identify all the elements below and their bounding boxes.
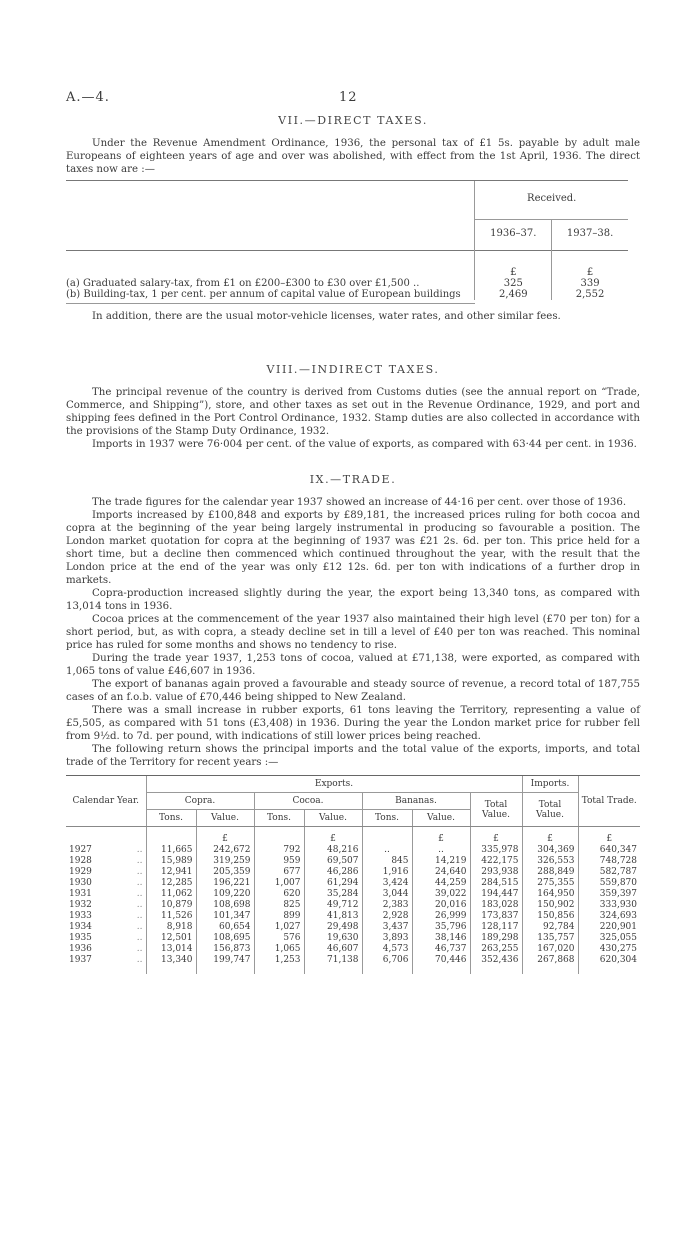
cell-copra-tons: 12,501 <box>146 933 196 944</box>
cell-cocoa-tons: 677 <box>254 867 304 878</box>
leader-dots: .. <box>136 877 143 888</box>
year-cell <box>66 867 146 878</box>
cell-copra-value: 319,259 <box>196 856 254 867</box>
table-row <box>66 878 640 889</box>
year-header-1937-38: 1937–38. <box>552 220 628 251</box>
received-header: Received. <box>475 181 628 220</box>
trade-paragraph: The export of bananas again proved a favourable and steady source of revenue, a record total of 187,755 cases of an f.o.b. value of £70,446 being shipped to New Zealand. <box>66 679 640 703</box>
cell-imports-total: 288,849 <box>522 867 578 878</box>
cell-copra-value: 109,220 <box>196 889 254 900</box>
cell-total-trade: 620,304 <box>578 955 640 966</box>
cell-exports-total: 183,028 <box>470 900 522 911</box>
year-label: 1931 <box>69 888 92 899</box>
direct-taxes-intro: Under the Revenue Amendment Ordinance, 1936, the personal tax of £1 5s. payable by adult male Europeans of eighteen years of age and over was abolished, with effect from the 1st April, 1936. The direct taxes now are :— <box>66 138 640 175</box>
cell-banana-value: 14,219 <box>412 856 470 867</box>
cell-total-trade: 220,901 <box>578 922 640 933</box>
col-header-calendar-year: Calendar Year. <box>66 776 146 827</box>
trade-paragraph: Imports increased by £100,848 and exports by £89,181, the increased prices ruling for both cocoa and copra at the beginning of the year being largely instrumental in producing so favourable a position. The London market quotation for copra at the beginning of 1937 was £21 2s. 6d. per ton. This price held for a short time, but a decline then commenced which continued throughout the year, with the result that the London price at the end of the year was only £12 12s. 6d. per ton with indications of a further drop in markets. <box>66 510 640 586</box>
cell-copra-value: 205,359 <box>196 867 254 878</box>
cell-banana-tons: 3,893 <box>362 933 412 944</box>
cell-banana-value: 39,022 <box>412 889 470 900</box>
tax-value-1937-38: 339 <box>552 278 628 289</box>
cell-banana-tons: 4,573 <box>362 944 412 955</box>
cell-total-trade: 430,275 <box>578 944 640 955</box>
cell-banana-tons: 6,706 <box>362 955 412 966</box>
cell-banana-value: 24,640 <box>412 867 470 878</box>
unit-symbol: £ <box>304 827 362 845</box>
cell-cocoa-value: 29,498 <box>304 922 362 933</box>
cell-copra-tons: 12,285 <box>146 878 196 889</box>
cell-total-trade: 582,787 <box>578 867 640 878</box>
cell-total-trade: 333,930 <box>578 900 640 911</box>
cell-banana-value: 70,446 <box>412 955 470 966</box>
col-header-exports: Exports. <box>146 776 522 793</box>
leader-dots: .. <box>136 844 143 855</box>
section-heading-trade: IX.—TRADE. <box>309 473 397 486</box>
cell-imports-total: 304,369 <box>522 845 578 856</box>
section-heading-direct-taxes: VII.—DIRECT TAXES. <box>278 114 428 127</box>
cell-copra-value: 60,654 <box>196 922 254 933</box>
cell-banana-value: .. <box>412 845 470 856</box>
col-header-exports-total-value: Total Value. <box>470 793 522 827</box>
cell-banana-tons: 3,044 <box>362 889 412 900</box>
col-header-value: Value. <box>196 810 254 827</box>
table-row <box>66 944 640 955</box>
cell-copra-tons: 11,526 <box>146 911 196 922</box>
cell-total-trade: 325,055 <box>578 933 640 944</box>
cell-banana-tons: 2,383 <box>362 900 412 911</box>
cell-banana-tons: 3,437 <box>362 922 412 933</box>
col-header-tons: Tons. <box>254 810 304 827</box>
cell-cocoa-tons: 576 <box>254 933 304 944</box>
cell-total-trade: 748,728 <box>578 856 640 867</box>
cell-banana-tons: 2,928 <box>362 911 412 922</box>
col-header-copra: Copra. <box>146 793 254 810</box>
col-header-tons: Tons. <box>146 810 196 827</box>
year-header-1936-37: 1936–37. <box>475 220 552 251</box>
cell-cocoa-value: 19,630 <box>304 933 362 944</box>
cell-cocoa-tons: 1,253 <box>254 955 304 966</box>
col-header-value: Value. <box>412 810 470 827</box>
leader-dots: .. <box>136 932 143 943</box>
cell-cocoa-value: 41,813 <box>304 911 362 922</box>
year-label: 1929 <box>69 866 92 877</box>
cell-imports-total: 164,950 <box>522 889 578 900</box>
col-header-total-trade: Total Trade. <box>578 776 640 827</box>
cell-cocoa-value: 61,294 <box>304 878 362 889</box>
unit-symbol: £ <box>578 827 640 845</box>
year-cell <box>66 889 146 900</box>
indirect-taxes-paragraph: Imports in 1937 were 76·004 per cent. of the value of exports, as compared with 63·44 per cent. in 1936. <box>92 439 637 450</box>
col-header-bananas: Bananas. <box>362 793 470 810</box>
cell-exports-total: 194,447 <box>470 889 522 900</box>
cell-copra-value: 156,873 <box>196 944 254 955</box>
cell-cocoa-value: 46,607 <box>304 944 362 955</box>
year-label: 1936 <box>69 943 92 954</box>
cell-copra-value: 199,747 <box>196 955 254 966</box>
leader-dots: .. <box>136 866 143 877</box>
table-row <box>66 955 640 966</box>
trade-paragraph: Copra-production increased slightly during the year, the export being 13,340 tons, as compared with 13,014 tons in 1936. <box>66 588 640 612</box>
cell-exports-total: 352,436 <box>470 955 522 966</box>
cell-copra-tons: 10,879 <box>146 900 196 911</box>
cell-exports-total: 128,117 <box>470 922 522 933</box>
cell-banana-value: 44,259 <box>412 878 470 889</box>
cell-imports-total: 267,868 <box>522 955 578 966</box>
indirect-taxes-paragraph: The principal revenue of the country is derived from Customs duties (see the annual report on “Trade, Commerce, and Shipping”), store, and other taxes as set out in the Revenue Ordinance, 1929, and port and shipping fees defined in the Port Control Ordinance, 1932. Stamp duties are also collected in accordance with the provisions of the Stamp Duty Ordinance, 1932. <box>66 387 640 437</box>
cell-total-trade: 359,397 <box>578 889 640 900</box>
tax-value-1936-37: 2,469 <box>475 289 552 300</box>
cell-banana-tons: 845 <box>362 856 412 867</box>
cell-cocoa-tons: 792 <box>254 845 304 856</box>
table-row <box>66 933 640 944</box>
cell-cocoa-tons: 959 <box>254 856 304 867</box>
col-header-value: Value. <box>304 810 362 827</box>
tax-row-label: (a) Graduated salary-tax, from £1 on £200–£300 to £30 over £1,500 .. <box>66 278 420 289</box>
cell-copra-tons: 12,941 <box>146 867 196 878</box>
year-cell <box>66 845 146 856</box>
cell-imports-total: 135,757 <box>522 933 578 944</box>
cell-imports-total: 275,355 <box>522 878 578 889</box>
cell-imports-total: 150,902 <box>522 900 578 911</box>
cell-cocoa-tons: 1,027 <box>254 922 304 933</box>
year-label: 1932 <box>69 899 92 910</box>
year-label: 1934 <box>69 921 92 932</box>
cell-banana-tons: 3,424 <box>362 878 412 889</box>
tax-value-1937-38: 2,552 <box>552 289 628 300</box>
trade-paragraph: The trade figures for the calendar year 1937 showed an increase of 44·16 per cent. over those of 1936. <box>92 497 627 508</box>
year-cell <box>66 911 146 922</box>
trade-table <box>66 775 640 974</box>
cell-cocoa-value: 46,286 <box>304 867 362 878</box>
document-page <box>66 90 640 974</box>
trade-paragraph: During the trade year 1937, 1,253 tons of cocoa, valued at £71,138, were exported, as compared with 1,065 tons of value £46,607 in 1936. <box>66 653 640 677</box>
unit-symbol: £ <box>552 251 628 279</box>
col-header-cocoa: Cocoa. <box>254 793 362 810</box>
unit-symbol: £ <box>475 251 552 279</box>
page-header <box>66 90 640 112</box>
tax-value-1936-37: 325 <box>475 278 552 289</box>
cell-banana-value: 26,999 <box>412 911 470 922</box>
col-header-imports: Imports. <box>522 776 578 793</box>
cell-total-trade: 324,693 <box>578 911 640 922</box>
cell-banana-tons: .. <box>362 845 412 856</box>
table-row <box>66 845 640 856</box>
year-label: 1930 <box>69 877 92 888</box>
direct-taxes-table <box>66 180 628 304</box>
cell-cocoa-tons: 825 <box>254 900 304 911</box>
cell-cocoa-tons: 1,007 <box>254 878 304 889</box>
cell-imports-total: 92,784 <box>522 922 578 933</box>
cell-exports-total: 293,938 <box>470 867 522 878</box>
cell-copra-tons: 11,062 <box>146 889 196 900</box>
year-label: 1933 <box>69 910 92 921</box>
cell-exports-total: 189,298 <box>470 933 522 944</box>
direct-taxes-addition: In addition, there are the usual motor-vehicle licenses, water rates, and other similar fees. <box>92 311 561 322</box>
cell-copra-value: 101,347 <box>196 911 254 922</box>
unit-symbol: £ <box>412 827 470 845</box>
cell-total-trade: 640,347 <box>578 845 640 856</box>
cell-exports-total: 173,837 <box>470 911 522 922</box>
year-cell <box>66 933 146 944</box>
cell-copra-tons: 13,340 <box>146 955 196 966</box>
cell-imports-total: 326,553 <box>522 856 578 867</box>
leader-dots: .. <box>136 888 143 899</box>
cell-exports-total: 335,978 <box>470 845 522 856</box>
cell-copra-tons: 8,918 <box>146 922 196 933</box>
year-cell <box>66 856 146 867</box>
trade-paragraph: There was a small increase in rubber exports, 61 tons leaving the Territory, representing a value of £5,505, as compared with 51 tons (£3,408) in 1936. During the year the London market price for rubber fell from 9½d. to 7d. per pound, with indications of still lower prices being reached. <box>66 705 640 742</box>
cell-imports-total: 167,020 <box>522 944 578 955</box>
leader-dots: .. <box>136 954 143 965</box>
cell-banana-tons: 1,916 <box>362 867 412 878</box>
leader-dots: .. <box>136 921 143 932</box>
cell-cocoa-tons: 620 <box>254 889 304 900</box>
section-heading-indirect-taxes: VIII.—INDIRECT TAXES. <box>266 363 440 376</box>
unit-symbol: £ <box>196 827 254 845</box>
year-cell <box>66 944 146 955</box>
table-row <box>66 922 640 933</box>
cell-copra-value: 108,695 <box>196 933 254 944</box>
cell-cocoa-value: 71,138 <box>304 955 362 966</box>
unit-symbol: £ <box>470 827 522 845</box>
cell-copra-tons: 13,014 <box>146 944 196 955</box>
cell-imports-total: 150,856 <box>522 911 578 922</box>
table-row <box>66 911 640 922</box>
cell-exports-total: 284,515 <box>470 878 522 889</box>
cell-cocoa-value: 35,284 <box>304 889 362 900</box>
leader-dots: .. <box>136 855 143 866</box>
col-header-tons: Tons. <box>362 810 412 827</box>
cell-copra-tons: 15,989 <box>146 856 196 867</box>
trade-paragraph: The following return shows the principal imports and the total value of the exports, imports, and total trade of the Territory for recent years :— <box>66 744 640 768</box>
col-header-imports-total-value: Total Value. <box>522 793 578 827</box>
cell-copra-tons: 11,665 <box>146 845 196 856</box>
cell-cocoa-tons: 899 <box>254 911 304 922</box>
year-cell <box>66 900 146 911</box>
cell-copra-value: 108,698 <box>196 900 254 911</box>
unit-symbol: £ <box>522 827 578 845</box>
leader-dots: .. <box>136 910 143 921</box>
table-row <box>66 867 640 878</box>
cell-banana-value: 20,016 <box>412 900 470 911</box>
cell-banana-value: 35,796 <box>412 922 470 933</box>
table-row <box>66 856 640 867</box>
leader-dots: .. <box>136 899 143 910</box>
cell-copra-value: 242,672 <box>196 845 254 856</box>
cell-banana-value: 38,146 <box>412 933 470 944</box>
cell-cocoa-value: 48,216 <box>304 845 362 856</box>
page-number: 12 <box>339 90 358 105</box>
cell-exports-total: 263,255 <box>470 944 522 955</box>
year-label: 1927 <box>69 844 92 855</box>
trade-paragraph: Cocoa prices at the commencement of the year 1937 also maintained their high level (£70 per ton) for a short period, but, as with copra, a steady decline set in till a level of £40 per ton was reached. This nominal price has ruled for some months and shows no tendency to rise. <box>66 614 640 651</box>
cell-cocoa-value: 69,507 <box>304 856 362 867</box>
cell-cocoa-value: 49,712 <box>304 900 362 911</box>
tax-row-label: (b) Building-tax, 1 per cent. per annum of capital value of European buildings <box>66 289 461 300</box>
year-cell <box>66 955 146 966</box>
document-reference: A.—4. <box>66 90 110 105</box>
year-label: 1937 <box>69 954 92 965</box>
year-label: 1935 <box>69 932 92 943</box>
cell-copra-value: 196,221 <box>196 878 254 889</box>
cell-total-trade: 559,870 <box>578 878 640 889</box>
cell-cocoa-tons: 1,065 <box>254 944 304 955</box>
year-label: 1928 <box>69 855 92 866</box>
cell-exports-total: 422,175 <box>470 856 522 867</box>
table-row <box>66 900 640 911</box>
cell-banana-value: 46,737 <box>412 944 470 955</box>
leader-dots: .. <box>136 943 143 954</box>
table-row <box>66 889 640 900</box>
year-cell <box>66 878 146 889</box>
year-cell <box>66 922 146 933</box>
